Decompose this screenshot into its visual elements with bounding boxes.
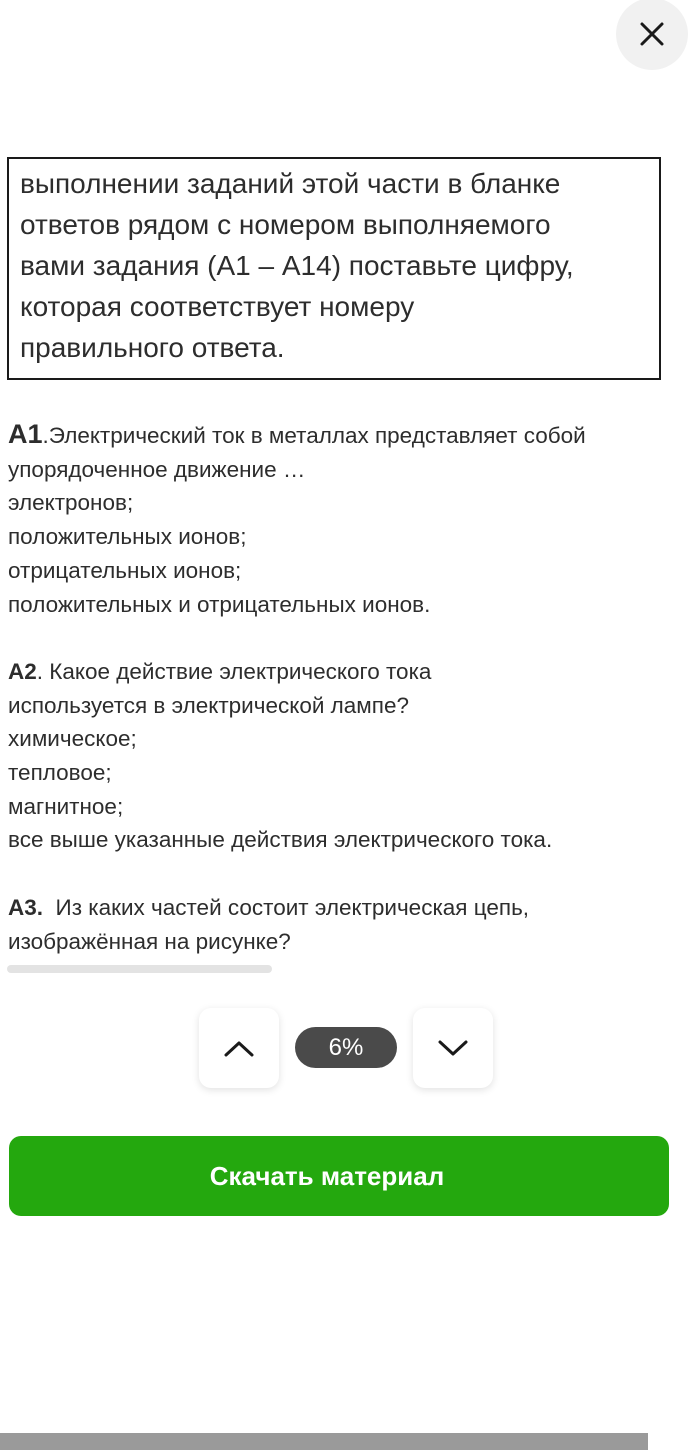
previous-page-button[interactable]: [199, 1008, 279, 1088]
instructions-line: ответов рядом с номером выполняемого: [20, 209, 551, 240]
instructions-line: которая соответствует номеру: [20, 291, 415, 322]
question-a1: [8, 418, 644, 621]
question-id: А2: [8, 658, 37, 684]
question-text: .Электрический ток в металлах представляет собой: [42, 423, 586, 448]
questions-list: [8, 418, 644, 958]
answer-option: отрицательных ионов;: [8, 557, 242, 583]
question-text-line: упорядоченное движение …: [8, 456, 306, 482]
instructions-line: вами задания (А1 – А14) поставьте цифру,: [20, 250, 574, 281]
next-page-button[interactable]: [413, 1008, 493, 1088]
question-text-line: [8, 418, 644, 453]
download-button-label: Скачать материал: [209, 1161, 445, 1191]
document-scrollbar[interactable]: [7, 965, 272, 973]
answer-option: электронов;: [8, 490, 134, 516]
question-text-line: изображённая на рисунке?: [8, 928, 291, 954]
question-id: А3.: [8, 894, 44, 920]
answer-option: положительных ионов;: [8, 524, 247, 550]
answer-option: все выше указанные действия электрического тока.: [8, 827, 553, 853]
question-text: Из каких частей состоит электрическая цепь,: [43, 894, 530, 920]
chevron-up-icon: [223, 1038, 255, 1058]
answer-option: тепловое;: [8, 760, 112, 786]
instructions-box: [7, 157, 661, 380]
question-text-line: [8, 891, 644, 925]
chevron-down-icon: [437, 1038, 469, 1058]
bottom-bar: [0, 1433, 648, 1450]
progress-indicator: 6%: [295, 1027, 397, 1068]
answer-option: положительных и отрицательных ионов.: [8, 591, 431, 617]
download-material-button[interactable]: [9, 1136, 669, 1216]
question-text-line: [8, 655, 644, 689]
question-a2: [8, 655, 644, 857]
close-icon: [638, 20, 666, 48]
question-id: А1: [8, 419, 43, 449]
instructions-line: выполнении заданий этой части в бланке: [20, 168, 561, 199]
question-text-line: используется в электрической лампе?: [8, 692, 409, 718]
instructions-viewport: [7, 168, 640, 380]
question-a3: [8, 891, 644, 958]
close-button[interactable]: [616, 0, 688, 70]
instructions-line: правильного ответа.: [20, 332, 285, 363]
answer-option: магнитное;: [8, 793, 124, 819]
answer-option: химическое;: [8, 726, 137, 752]
question-text: . Какое действие электрического тока: [36, 658, 432, 684]
